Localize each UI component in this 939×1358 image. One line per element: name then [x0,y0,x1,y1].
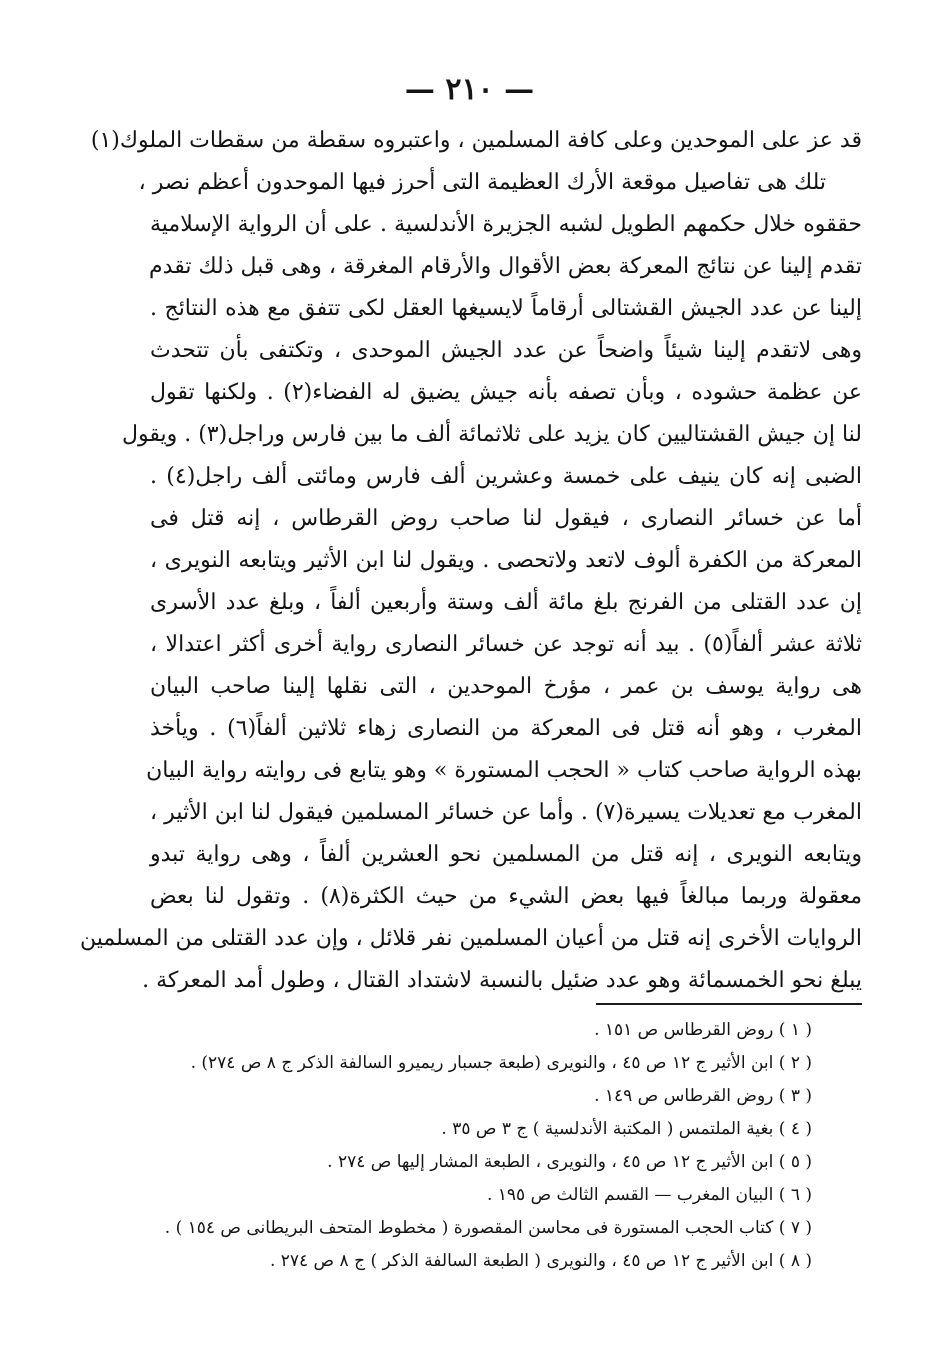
footnote: ( ٥ ) ابن الأثير ج ١٢ ص ٤٥ ، والنويرى ، الطبعة المشار إليها ص ٢٧٤ . [327,1152,812,1172]
footnotes [150,1014,812,1278]
footnote: ( ١ ) روض القرطاس ص ١٥١ . [594,1020,812,1040]
page-number: — ٢١٠ — [404,72,535,107]
text-line: إن عدد القتلى من الفرنج بلغ مائة ألف وستة وأربعين ألفاً ، وبلغ عدد الأسرى [150,590,862,615]
text-line: تلك هى تفاصيل موقعة الأرك العظيمة التى أحرز فيها الموحدون أعظم نصر ، [138,170,826,195]
text-line: المغرب مع تعديلات يسيرة(٧) . وأما عن خسائر المسلمين فيقول لنا ابن الأثير ، [150,800,862,825]
text-line: يبلغ نحو الخمسمائة وهو عدد ضئيل بالنسبة لاشتداد القتال ، وطول أمد المعركة . [142,968,862,993]
text-line: هى رواية يوسف بن عمر ، مؤرخ الموحدين ، التى نقلها إلينا صاحب البيان [150,674,862,699]
text-line: حققوه خلال حكمهم الطويل لشبه الجزيرة الأندلسية . على أن الرواية الإسلامية [150,212,863,237]
text-line: الضبى إنه كان ينيف على خمسة وعشرين ألف فارس ومائتى ألف راجل(٤) . [150,464,862,489]
text-line: تقدم إلينا عن نتائج المعركة بعض الأقوال والأرقام المغرقة ، وهى قبل ذلك تقدم [149,254,862,279]
text-line: الروايات الأخرى إنه قتل من أعيان المسلمين نفر قلائل ، وإن عدد القتلى من المسلمين [80,926,862,951]
text-line: إلينا عن عدد الجيش القشتالى أرقاماً لايسيغها العقل لكى تتفق مع هذه النتائج . [150,296,862,321]
text-line: ثلاثة عشر ألفاً(٥) . بيد أنه توجد عن خسائر النصارى رواية أخرى أكثر اعتدالا ، [150,632,862,657]
footnote: ( ٨ ) ابن الأثير ج ١٢ ص ٤٥ ، والنويرى ( الطبعة السالفة الذكر ) ج ٨ ص ٢٧٤ . [269,1251,812,1271]
text-line: وهى لاتقدم إلينا شيئاً واضحاً عن عدد الجيش الموحدى ، وتكتفى بأن تتحدث [150,338,862,363]
footnote: ( ٢ ) ابن الأثير ج ١٢ ص ٤٥ ، والنويرى (طبعة جسبار ريميرو السالفة الذكر ج ٨ ص ٢٧٤) . [190,1053,812,1073]
text-line: المعركة من الكفرة ألوف لاتعد ولاتحصى . ويقول لنا ابن الأثير ويتابعه النويرى ، [150,548,862,573]
text-line: معقولة وربما مبالغاً فيها بعض الشيء من حيث الكثرة(٨) . وتقول لنا بعض [150,884,863,909]
footnote: ( ٦ ) البيان المغرب — القسم الثالث ص ١٩٥ . [486,1185,812,1205]
text-line: المغرب ، وهو أنه قتل فى المعركة من النصارى زهاء ثلاثين ألفاً(٦) . ويأخذ [150,716,862,741]
footnote: ( ٧ ) كتاب الحجب المستورة فى محاسن المقصورة ( مخطوط المتحف البريطانى ص ١٥٤ ) . [164,1218,812,1238]
footnote: ( ٤ ) بغية الملتمس ( المكتبة الأندلسية ) ج ٣ ص ٣٥ . [441,1119,812,1139]
footnote-separator [596,1003,862,1005]
footnote: ( ٣ ) روض القرطاس ص ١٤٩ . [594,1086,812,1106]
body-text [80,120,863,1002]
text-line: بهذه الرواية صاحب كتاب « الحجب المستورة » وهو يتابع فى روايته رواية البيان [146,758,862,783]
text-line: ويتابعه النويرى ، إنه قتل من المسلمين نحو العشرين ألفاً ، وهى رواية تبدو [150,842,862,867]
text-line: أما عن خسائر النصارى ، فيقول لنا صاحب روض القرطاس ، إنه قتل فى [150,506,862,531]
text-line: لنا إن جيش القشتاليين كان يزيد على ثلاثمائة ألف ما بين فارس وراجل(٣) . ويقول [122,422,862,447]
text-line: عن عظمة حشوده ، وبأن تصفه بأنه جيش يضيق له الفضاء(٢) . ولكنها تقول [150,380,863,405]
text-line: قد عز على الموحدين وعلى كافة المسلمين ، واعتبروه سقطة من سقطات الملوك(١) [90,128,862,153]
